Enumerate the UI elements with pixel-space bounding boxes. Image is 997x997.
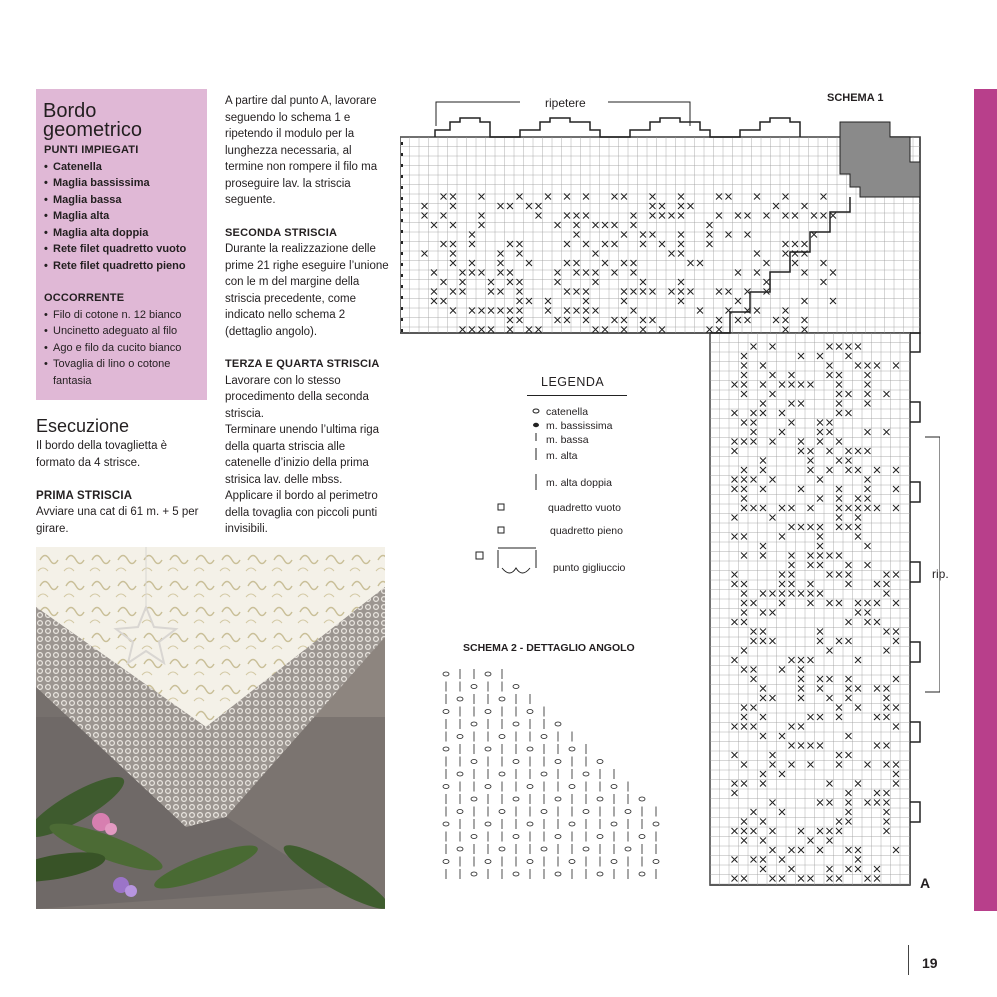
page-number-rule [908, 945, 909, 975]
intro-text: A partire dal punto A, lavorare seguendo lo schema 1 e ripetendo il modulo per la lunghezza necessaria, al termine non rompere il filo ma proseguire lav. la striscia seguente. [225, 95, 378, 206]
punti-item: • Maglia bassissima [44, 175, 204, 192]
bassissima-icon [533, 423, 539, 427]
occorrente-item: • Tovaglia di lino o cotone fantasia [44, 356, 204, 389]
seconda-text: Durante la realizzazione delle prime 21 righe eseguire l’unione con le m del margine della striscia precedente, come indicato nello schema 2 (dettaglio angolo). [225, 243, 389, 338]
schema1-top-edge [435, 118, 800, 137]
punti-list [44, 159, 204, 275]
legenda-item: m. alta [546, 450, 578, 462]
ripetere-label: ripetere [545, 96, 586, 110]
punti-item: • Rete filet quadretto vuoto [44, 241, 204, 258]
schema1-vertical-band [710, 333, 910, 885]
esecuzione-text: Il bordo della tovaglietta è formato da 4 strisce. [36, 440, 168, 469]
occorrente-heading: OCCORRENTE [44, 292, 125, 304]
title-line-2: geometrico [43, 119, 142, 141]
legenda-labels [546, 405, 613, 447]
legenda-item: quadretto pieno [550, 525, 623, 537]
occorrente-item: • Uncinetto adeguato al filo [44, 323, 204, 340]
gigliuccio-symbol [498, 548, 536, 573]
punti-item: • Maglia bassa [44, 192, 204, 209]
legenda-item: quadretto vuoto [548, 502, 621, 514]
punti-item: • Rete filet quadretto pieno [44, 258, 204, 275]
punti-heading: PUNTI IMPIEGATI [44, 144, 139, 156]
seconda-heading: SECONDA STRISCIA [225, 226, 338, 239]
schema2-chart [440, 664, 670, 889]
punti-item: • Maglia alta [44, 208, 204, 225]
occorrente-list [44, 307, 204, 390]
terza-heading: TERZA E QUARTA STRISCIA [225, 358, 380, 370]
point-a-label: A [920, 875, 931, 891]
gigliuccio-icon [476, 552, 483, 559]
legenda-item: m. bassissima [546, 420, 613, 432]
tablecloth-photo [36, 547, 385, 909]
article-title [43, 102, 142, 140]
quadretto-pieno-icon [498, 527, 504, 533]
legenda-rule [527, 395, 627, 396]
legenda-item: m. alta doppia [546, 477, 612, 489]
quadretto-vuoto-icon [498, 504, 504, 510]
legenda-item: catenella [546, 406, 589, 418]
prima-text: Avviare una cat di 61 m. + 5 per girare. [36, 506, 199, 535]
legenda-symbols [470, 400, 550, 590]
occorrente-section [44, 290, 204, 389]
schema1-corner-shading [840, 122, 920, 197]
rip-bracket [925, 437, 940, 692]
legenda-item: m. bassa [546, 434, 589, 446]
accent-side-bar [974, 89, 997, 911]
column-2-text [225, 93, 389, 538]
occorrente-item: • Filo di cotone n. 12 bianco [44, 307, 204, 324]
punti-item: • Maglia alta doppia [44, 225, 204, 242]
terza-text-2: Terminare unendo l’ultima riga della quarta striscia alle catenelle d’inizio della prima strisica lav. delle mbss. [225, 424, 380, 486]
punti-section [44, 142, 204, 274]
schema1-right-edge [910, 333, 920, 822]
prima-heading: PRIMA STRISCIA [36, 490, 133, 502]
rip-label: rip. [932, 567, 949, 581]
catenella-icon [533, 409, 539, 413]
esecuzione-title: Esecuzione [36, 416, 130, 436]
photo-illustration [36, 547, 385, 909]
legenda-item: punto gigliuccio [553, 562, 626, 574]
terza-text-3: Applicare il bordo al perimetro della tovaglia con piccoli punti invisibili. [225, 490, 378, 535]
schema2-title: SCHEMA 2 - DETTAGLIO ANGOLO [463, 642, 635, 654]
legenda-title: LEGENDA [541, 375, 605, 389]
punti-item: • Catenella [44, 159, 204, 176]
occorrente-item: • Ago e filo da cucito bianco [44, 340, 204, 357]
schema1-title: SCHEMA 1 [827, 92, 884, 104]
terza-text: Lavorare con lo stesso procedimento della seconda striscia. [225, 374, 369, 420]
page-number: 19 [922, 955, 938, 971]
title-line-1: Bordo [43, 100, 97, 122]
